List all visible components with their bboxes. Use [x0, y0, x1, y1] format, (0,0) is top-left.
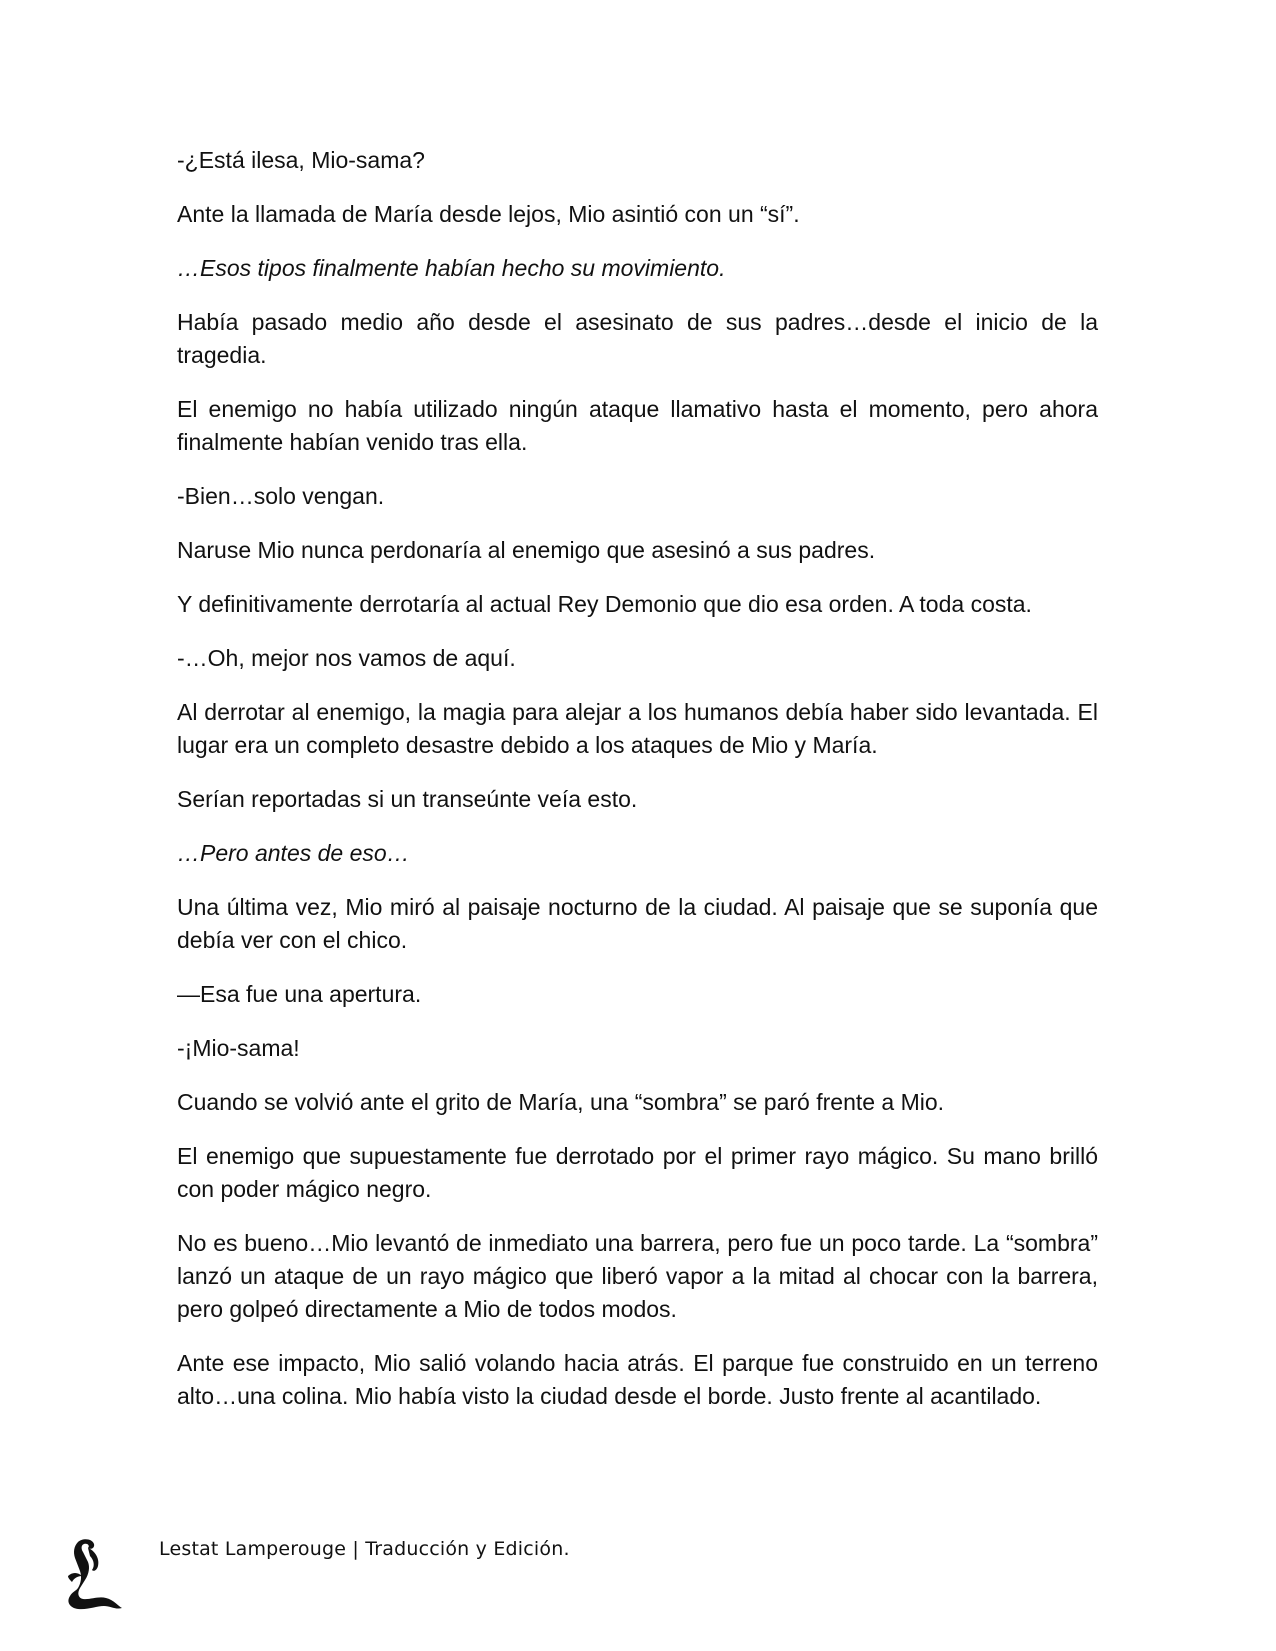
paragraph: …Esos tipos finalmente habían hecho su movimiento.	[177, 255, 726, 281]
paragraph: -Bien…solo vengan.	[177, 483, 385, 509]
paragraph: Una última vez, Mio miró al paisaje nocturno de la ciudad. Al paisaje que se suponía que debía ver con el chico.	[177, 894, 1098, 953]
gothic-letter-l-logo	[64, 1536, 126, 1612]
page-footer	[62, 1536, 762, 1616]
paragraph: El enemigo no había utilizado ningún ataque llamativo hasta el momento, pero ahora finalmente habían venido tras ella.	[177, 396, 1098, 455]
paragraph: No es bueno…Mio levantó de inmediato una barrera, pero fue un poco tarde. La “sombra” lanzó un ataque de un rayo mágico que liberó vapor a la mitad al chocar con la barrera, pero golpeó directamente a Mio de todos modos.	[177, 1230, 1098, 1322]
paragraph: Había pasado medio año desde el asesinato de sus padres…desde el inicio de la tragedia.	[177, 309, 1098, 368]
paragraph: Cuando se volvió ante el grito de María, una “sombra” se paró frente a Mio.	[177, 1089, 945, 1115]
paragraph: Y definitivamente derrotaría al actual Rey Demonio que dio esa orden. A toda costa.	[177, 591, 1032, 617]
paragraph: Ante la llamada de María desde lejos, Mio asintió con un “sí”.	[177, 201, 800, 227]
paragraph: Serían reportadas si un transeúnte veía esto.	[177, 786, 638, 812]
footer-credit: Lestat Lamperouge | Traducción y Edición.	[159, 1538, 570, 1560]
paragraph: Naruse Mio nunca perdonaría al enemigo que asesinó a sus padres.	[177, 537, 876, 563]
paragraph: Al derrotar al enemigo, la magia para alejar a los humanos debía haber sido levantada. El lugar era un completo desastre debido a los ataques de Mio y María.	[177, 699, 1098, 758]
paragraph: -¡Mio-sama!	[177, 1035, 300, 1061]
paragraph: -¿Está ilesa, Mio-sama?	[177, 147, 425, 173]
paragraph: —Esa fue una apertura.	[177, 981, 422, 1007]
paragraph: -…Oh, mejor nos vamos de aquí.	[177, 645, 516, 671]
paragraph: Ante ese impacto, Mio salió volando hacia atrás. El parque fue construido en un terreno alto…una colina. Mio había visto la ciudad desde el borde. Justo frente al acantilado.	[177, 1350, 1098, 1409]
paragraph: El enemigo que supuestamente fue derrotado por el primer rayo mágico. Su mano brilló con poder mágico negro.	[177, 1143, 1098, 1202]
paragraph: …Pero antes de eso…	[177, 840, 410, 866]
document-body	[177, 144, 1098, 1434]
